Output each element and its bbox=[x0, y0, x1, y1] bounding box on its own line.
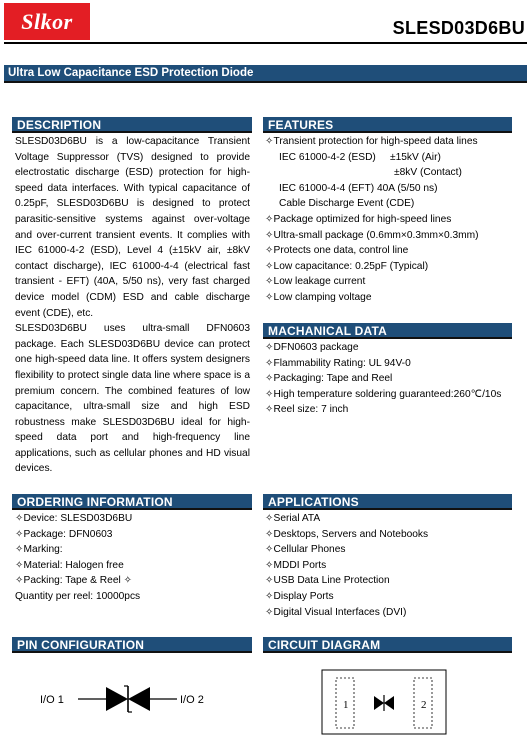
mechanical-item: ✧DFN0603 package bbox=[265, 342, 359, 353]
application-item: ✧Display Ports bbox=[265, 590, 334, 602]
feature-item: ✧Protects one data, control line bbox=[265, 245, 409, 257]
feature-item: ✧Transient protection for high-speed data lines bbox=[265, 136, 478, 147]
description-heading: DESCRIPTION bbox=[17, 118, 102, 132]
pin2-label: I/O 2 bbox=[180, 694, 204, 706]
pin-config-heading: PIN CONFIGURATION bbox=[17, 638, 145, 652]
feature-item: ✧Low leakage current bbox=[265, 276, 366, 288]
mechanical-heading: MACHANICAL DATA bbox=[268, 324, 387, 338]
feature-item: IEC 61000-4-4 (EFT) 40A (5/50 ns) bbox=[279, 182, 438, 194]
application-item: ✧MDDI Ports bbox=[265, 559, 327, 571]
pad1-label: 1 bbox=[343, 699, 349, 711]
ordering-item: ✧Package: DFN0603 bbox=[15, 528, 113, 540]
logo-text: Slkor bbox=[21, 8, 73, 34]
ordering-item: ✧Marking: bbox=[15, 544, 63, 556]
feature-item: IEC 61000-4-2 (ESD) ±15kV (Air) bbox=[279, 151, 441, 163]
features-header bbox=[263, 117, 512, 133]
mechanical-list bbox=[265, 340, 515, 418]
ordering-item: ✧Packing: Tape & Reel ✧ bbox=[15, 575, 133, 587]
pin-config-header bbox=[12, 637, 252, 653]
subtitle-text: Ultra Low Capacitance ESD Protection Diode bbox=[8, 67, 254, 79]
mechanical-item: ✧Reel size: 7 inch bbox=[265, 404, 349, 416]
description-header bbox=[12, 117, 252, 133]
circuit-diode-left bbox=[374, 696, 384, 710]
application-item: ✧Serial ATA bbox=[265, 513, 321, 524]
circuit-diagram bbox=[318, 666, 450, 738]
mechanical-item: ✧Packaging: Tape and Reel bbox=[265, 373, 393, 385]
applications-heading: APPLICATIONS bbox=[268, 495, 359, 509]
mechanical-item: ✧High temperature soldering guaranteed:260℃/10s bbox=[265, 388, 502, 400]
ordering-item: ✧Device: SLESD03D6BU bbox=[15, 513, 133, 524]
feature-item: Cable Discharge Event (CDE) bbox=[279, 198, 415, 210]
circuit-header bbox=[263, 637, 512, 653]
ordering-header bbox=[12, 494, 252, 510]
mechanical-item: ✧Flammability Rating: UL 94V-0 bbox=[265, 357, 411, 369]
header-divider bbox=[4, 42, 527, 44]
ordering-heading: ORDERING INFORMATION bbox=[17, 495, 173, 509]
features-heading: FEATURES bbox=[268, 118, 334, 132]
circuit-heading: CIRCUIT DIAGRAM bbox=[268, 638, 381, 652]
mechanical-header bbox=[263, 323, 512, 339]
application-item: ✧Digital Visual Interfaces (DVI) bbox=[265, 606, 407, 618]
feature-item: ✧Ultra-small package (0.6mm×0.3mm×0.3mm) bbox=[265, 229, 479, 241]
application-item: ✧USB Data Line Protection bbox=[265, 575, 390, 587]
pad2-label: 2 bbox=[421, 699, 427, 711]
feature-item: ±8kV (Contact) bbox=[394, 167, 462, 179]
description-para-2: SLESD03D6BU uses ultra-small DFN0603 package. Each SLESD03D6BU device can protect one high-speed data line. It offers system designers flexibility to protect single data line where space is a premium concern. The combined features of low capacitance, ultra-small size and high ESD robustness make SLESD03D6BU ideal for high-speed data port and high-frequency line applications, such as cellular phones and HD visual devices. bbox=[15, 323, 250, 475]
part-number-title: SLESD03D6BU bbox=[392, 18, 525, 38]
ordering-item: Quantity per reel: 10000pcs bbox=[15, 590, 141, 602]
application-item: ✧Cellular Phones bbox=[265, 544, 346, 556]
application-item: ✧Desktops, Servers and Notebooks bbox=[265, 528, 429, 540]
ordering-list bbox=[15, 511, 255, 605]
subtitle-bar bbox=[4, 65, 527, 83]
applications-header bbox=[263, 494, 512, 510]
pin-config-diagram bbox=[40, 680, 220, 720]
circuit-diode-right bbox=[384, 696, 394, 710]
applications-list bbox=[265, 511, 515, 620]
feature-item: ✧Low capacitance: 0.25pF (Typical) bbox=[265, 260, 429, 272]
description-body bbox=[15, 134, 250, 477]
brand-logo bbox=[4, 3, 90, 40]
diode-right-triangle bbox=[128, 687, 150, 711]
diode-left-triangle bbox=[106, 687, 128, 711]
ordering-item: ✧Material: Halogen free bbox=[15, 559, 124, 571]
feature-item: ✧Low clamping voltage bbox=[265, 291, 372, 303]
feature-item: ✧Package optimized for high-speed lines bbox=[265, 213, 452, 225]
pin1-label: I/O 1 bbox=[40, 694, 64, 706]
features-list bbox=[265, 134, 515, 306]
description-para-1: SLESD03D6BU is a low-capacitance Transient Voltage Suppressor (TVS) designed to provide electrostatic discharge (ESD) protection for high-speed data interfaces. With typical capacitance of 0.25pF, SLESD03D6BU is designed to protect parasitic-sensitive systems against over-voltage and over-current transient events. It complies with IEC 61000-4-2 (ESD), Level 4 (±15kV air, ±8kV contact discharge), IEC 61000-4-4 (electrical fast transient - EFT) (40A, 5/50 ns), very fast charged device model (CDM) ESD and cable discharge event (CDE), etc. bbox=[15, 136, 250, 319]
